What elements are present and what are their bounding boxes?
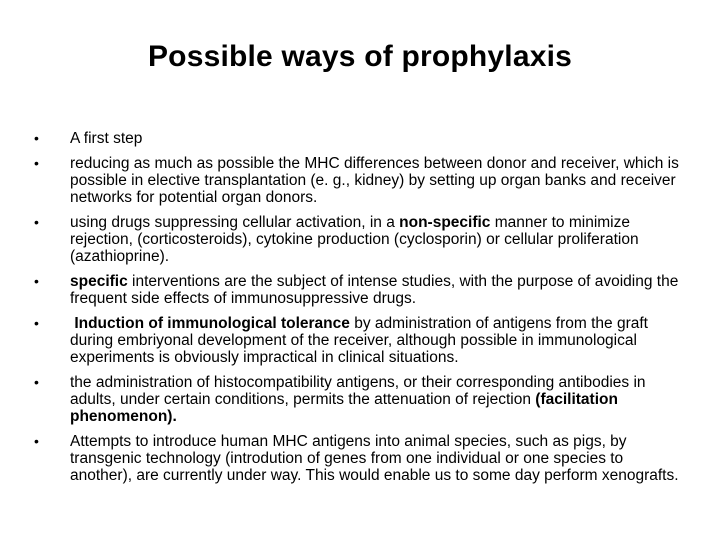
bullet-emphasis: specific bbox=[70, 273, 128, 290]
bullet-text: the administration of histocompatibility antigens, or their corresponding antibodies in adults, under certain conditions, permits the attenuation of rejection bbox=[70, 374, 646, 408]
bullet-text: using drugs suppressing cellular activation, in a bbox=[70, 214, 400, 231]
bullet-marker: • bbox=[34, 214, 39, 230]
slide-title: Possible ways of prophylaxis bbox=[147, 40, 573, 73]
bullet-text: manner to minimize rejection, (corticosteroids), cytokine production (cyclosporin) or cellular proliferation (azathioprine). bbox=[70, 214, 639, 265]
bullet-item bbox=[34, 433, 682, 484]
bullet-marker: • bbox=[34, 273, 39, 289]
bullet-text: reducing as much as possible the MHC differences between donor and receiver, which is possible in elective transplantation (e. g., kidney) by setting up organ banks and receiver networks for potential organ donors. bbox=[70, 155, 679, 206]
bullet-marker: • bbox=[34, 433, 39, 449]
bullet-text: A first step bbox=[70, 130, 143, 147]
bullet-marker: • bbox=[34, 155, 39, 171]
bullet-emphasis: (facilitation phenomenon). bbox=[70, 391, 618, 425]
bullet-emphasis: Induction of immunological tolerance bbox=[74, 315, 350, 332]
bullet-marker: • bbox=[34, 374, 39, 390]
bullet-item bbox=[34, 273, 682, 307]
bullet-item bbox=[34, 374, 682, 425]
bullet-text: interventions are the subject of intense studies, with the purpose of avoiding the frequent side effects of immunosuppressive drugs. bbox=[70, 273, 679, 307]
bullet-item bbox=[34, 315, 682, 366]
bullet-item bbox=[34, 130, 682, 147]
bullet-list bbox=[34, 130, 682, 492]
bullet-text: by administration of antigens from the graft during embriyonal development of the receiver, although possible in immunological experiments is obviously impractical in clinical situations. bbox=[70, 315, 648, 366]
bullet-emphasis: non-specific bbox=[399, 214, 491, 231]
bullet-item bbox=[34, 155, 682, 206]
bullet-marker: • bbox=[34, 130, 39, 146]
bullet-item bbox=[34, 214, 682, 265]
bullet-marker: • bbox=[34, 315, 39, 331]
bullet-text: Attempts to introduce human MHC antigens into animal species, such as pigs, by transgenic technology (introdution of genes from one individual or one species to another), are currently under way. This would enable us to some day perform xenografts. bbox=[70, 433, 679, 484]
